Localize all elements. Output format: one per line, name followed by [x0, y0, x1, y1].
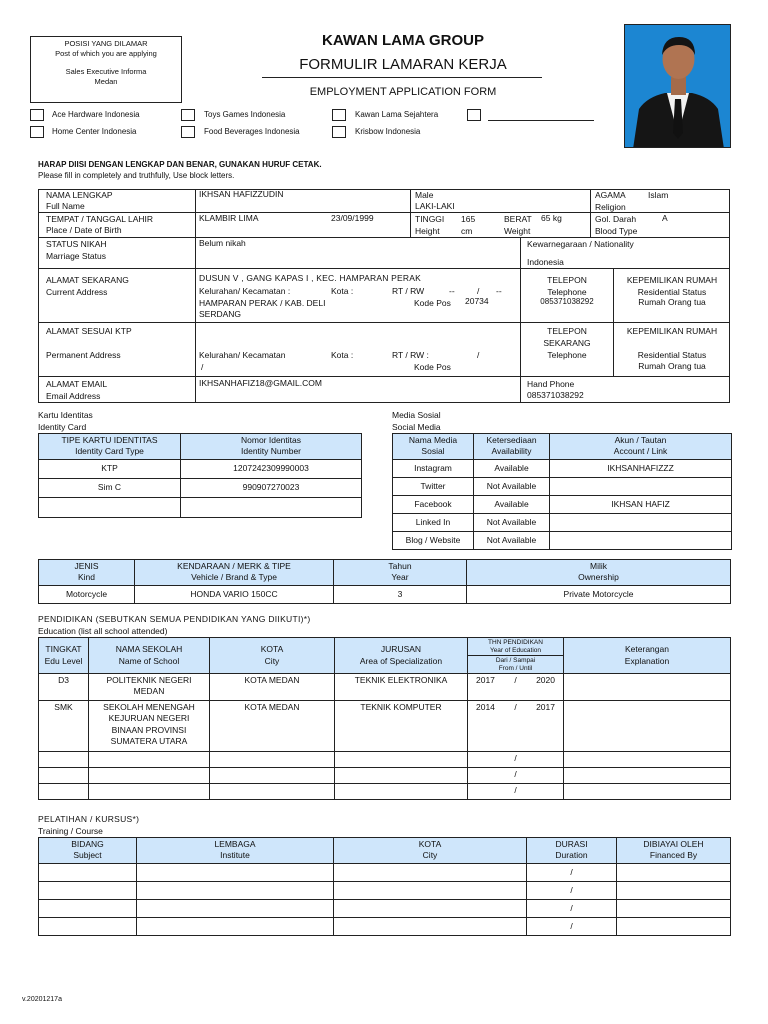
edu-school-header: NAMA SEKOLAH Name of School	[89, 638, 210, 674]
edu-major-cell[interactable]	[335, 752, 468, 768]
training-duration-cell[interactable]: /	[527, 881, 617, 899]
training-duration-cell[interactable]: /	[527, 917, 617, 935]
edu-year-header: THN PENDIDIKAN Year of Education	[468, 638, 564, 656]
vehicle-year-cell[interactable]: 3	[334, 585, 467, 603]
training-title-en: Training / Course	[38, 826, 103, 836]
email-value[interactable]: IKHSANHAFIZ18@GMAIL.COM	[199, 378, 322, 388]
training-institute-header: LEMBAGA Institute	[137, 838, 334, 864]
address-line4[interactable]: SERDANG	[199, 309, 242, 319]
ktp-kel-label: Kelurahan/ Kecamatan	[199, 350, 286, 360]
edu-fromuntil-header: Dari / Sampai From / Until	[468, 656, 564, 674]
social-account-cell[interactable]	[550, 477, 732, 495]
edu-school-cell[interactable]	[89, 752, 210, 768]
vehicle-kind-cell[interactable]: Motorcycle	[39, 585, 135, 603]
edu-city-cell[interactable]: KOTA MEDAN	[210, 701, 335, 752]
handphone-label: Hand Phone	[527, 379, 575, 389]
position-label: POSISI YANG DILAMAR	[64, 39, 148, 48]
social-title: Media Sosial	[392, 410, 441, 420]
training-institute-cell[interactable]	[137, 917, 334, 935]
edu-major-cell[interactable]	[335, 784, 468, 800]
training-subject-cell[interactable]	[39, 881, 137, 899]
social-availability-cell[interactable]: Not Available	[474, 477, 550, 495]
edu-year-from: 2017	[476, 675, 495, 685]
social-title-en: Social Media	[392, 422, 441, 432]
checkbox-food-beverages[interactable]	[181, 126, 195, 138]
ktp-kodepos-label: Kode Pos	[414, 362, 451, 372]
edu-note-cell[interactable]	[564, 674, 731, 701]
height-label: TINGGI	[415, 214, 445, 224]
edu-school-cell[interactable]: POLITEKNIK NEGERI MEDAN	[89, 674, 210, 701]
name-label-en: Full Name	[46, 201, 85, 211]
identity-type-cell[interactable]	[39, 497, 181, 517]
instruction-en: Please fill in completely and truthfully, Use block letters.	[38, 171, 235, 180]
edu-major-cell[interactable]: TEKNIK KOMPUTER	[335, 701, 468, 752]
training-institute-cell[interactable]	[137, 881, 334, 899]
edu-major-cell[interactable]: TEKNIK ELEKTRONIKA	[335, 674, 468, 701]
training-financed-cell[interactable]	[617, 917, 731, 935]
phone-label: TELEPON	[547, 275, 587, 285]
social-name-cell: Linked In	[393, 513, 474, 531]
identity-number-cell[interactable]: 990907270023	[181, 478, 362, 497]
edu-year-cell[interactable]: /	[468, 768, 564, 784]
edu-city-cell[interactable]	[210, 752, 335, 768]
edu-school-cell[interactable]	[89, 768, 210, 784]
email-label: ALAMAT EMAIL	[46, 379, 108, 389]
social-availability-header: Ketersediaan Availability	[474, 434, 550, 460]
training-city-cell[interactable]	[334, 863, 527, 881]
edu-city-cell[interactable]	[210, 784, 335, 800]
weight-label-en: Weight	[504, 226, 531, 236]
birth-label: TEMPAT / TANGGAL LAHIR	[46, 214, 154, 224]
version-label: v.20201217a	[22, 996, 62, 1003]
training-subject-cell[interactable]	[39, 863, 137, 881]
training-subject-header: BIDANG Subject	[39, 838, 137, 864]
edu-level-cell[interactable]: SMK	[39, 701, 89, 752]
social-availability-cell[interactable]: Available	[474, 459, 550, 477]
social-account-cell[interactable]: IKHSAN HAFIZ	[550, 495, 732, 513]
checkbox-ace-hardware[interactable]	[30, 109, 44, 121]
gender-id[interactable]: LAKI-LAKI	[415, 201, 455, 211]
height-value[interactable]: 165	[461, 214, 476, 224]
training-duration-cell[interactable]: /	[527, 863, 617, 881]
form-subtitle: EMPLOYMENT APPLICATION FORM	[309, 86, 497, 98]
ownership-label-en: Residential Status	[637, 287, 707, 297]
social-account-cell[interactable]	[550, 513, 732, 531]
vehicle-brand-header: KENDARAAN / MERK & TIPE Vehicle / Brand & Type	[135, 560, 334, 586]
social-account-header: Akun / Tautan Account / Link	[550, 434, 732, 460]
training-subject-cell[interactable]	[39, 917, 137, 935]
ktp-kota-label: Kota :	[331, 350, 354, 360]
identity-number-cell[interactable]: 1207242309990003	[181, 459, 362, 478]
address-kodepos-value[interactable]: 20734	[465, 296, 489, 306]
training-financed-cell[interactable]	[617, 863, 731, 881]
social-availability-cell[interactable]: Available	[474, 495, 550, 513]
identity-type-cell[interactable]: KTP	[39, 459, 181, 478]
checkbox-toys-games[interactable]	[181, 109, 195, 121]
edu-year-sep: /	[514, 675, 517, 685]
edu-year-to: 2017	[536, 702, 555, 712]
religion-label-en: Religion	[595, 202, 626, 212]
person-photo-icon	[625, 25, 731, 148]
social-availability-cell[interactable]: Not Available	[474, 513, 550, 531]
checkbox-other[interactable]	[467, 109, 481, 121]
identity-type-header: TIPE KARTU IDENTITAS Identity Card Type	[39, 434, 181, 460]
training-financed-cell[interactable]	[617, 881, 731, 899]
training-city-cell[interactable]	[334, 917, 527, 935]
instruction-id: HARAP DIISI DENGAN LENGKAP DAN BENAR, GUNAKAN HURUF CETAK.	[38, 160, 322, 169]
training-subject-cell[interactable]	[39, 899, 137, 917]
form-title: FORMULIR LAMARAN KERJA	[299, 56, 507, 73]
edu-city-header: KOTA City	[210, 638, 335, 674]
edu-level-cell[interactable]	[39, 768, 89, 784]
address-line1[interactable]: DUSUN V , GANG KAPAS I , KEC. HAMPARAN PERAK	[199, 273, 421, 283]
edu-major-cell[interactable]	[335, 768, 468, 784]
social-account-cell[interactable]	[550, 531, 732, 549]
ktp-slash-2: /	[201, 362, 204, 372]
ktp-rtrw-label: RT / RW :	[392, 350, 429, 360]
position-label-en: Post of which you are applying	[55, 49, 157, 59]
company-name: KAWAN LAMA GROUP	[322, 32, 484, 49]
training-city-header: KOTA City	[334, 838, 527, 864]
edu-level-cell[interactable]	[39, 752, 89, 768]
height-unit: cm	[461, 226, 473, 236]
nationality-value[interactable]: Indonesia	[527, 257, 564, 267]
social-name-cell: Instagram	[393, 459, 474, 477]
edu-city-cell[interactable]	[210, 768, 335, 784]
birth-place-value[interactable]: KLAMBIR LIMA	[199, 213, 259, 223]
phone2-label: TELEPON	[547, 326, 587, 336]
edu-note-header: Keterangan Explanation	[564, 638, 731, 674]
social-name-cell: Blog / Website	[393, 531, 474, 549]
edu-year-cell[interactable]: /	[468, 752, 564, 768]
edu-year-cell[interactable]: /	[468, 784, 564, 800]
address-rtrw-label: RT / RW	[392, 286, 425, 296]
identity-number-header: Nomor Identitas Identity Number	[181, 434, 362, 460]
marital-label: STATUS NIKAH	[46, 239, 107, 249]
ktp-address-label: ALAMAT SESUAI KTP	[46, 326, 132, 336]
ktp-rtrw-slash: /	[477, 350, 480, 360]
vehicle-ownership-header: Milik Ownership	[467, 560, 731, 586]
weight-label: BERAT	[504, 214, 532, 224]
address-rtrw-value[interactable]: --	[449, 286, 455, 296]
marital-value[interactable]: Belum nikah	[199, 238, 246, 248]
applicant-photo	[624, 24, 731, 148]
title-underline	[262, 77, 542, 78]
address-kodepos-label: Kode Pos	[414, 298, 451, 308]
training-city-cell[interactable]	[334, 899, 527, 917]
identity-table	[38, 433, 362, 518]
religion-label: AGAMA	[595, 190, 626, 200]
birth-date-value[interactable]: 23/09/1999	[331, 213, 374, 223]
marital-label-en: Marriage Status	[46, 251, 106, 261]
education-table	[38, 637, 731, 800]
handphone-value[interactable]: 085371038292	[527, 390, 584, 400]
position-value[interactable]: Sales Executive Informa	[65, 67, 147, 77]
phone-value[interactable]: 085371038292	[540, 297, 594, 306]
label-home-center: Home Center Indonesia	[52, 127, 137, 136]
training-financed-header: DIBIAYAI OLEH Financed By	[617, 838, 731, 864]
phone2-label-en: Telephone	[547, 350, 587, 360]
identity-number-cell[interactable]	[181, 497, 362, 517]
edu-note-cell[interactable]	[564, 784, 731, 800]
edu-city-cell[interactable]: KOTA MEDAN	[210, 674, 335, 701]
social-name-cell: Twitter	[393, 477, 474, 495]
identity-title-en: Identity Card	[38, 422, 87, 432]
edu-year-cell[interactable]	[468, 701, 564, 752]
name-label: NAMA LENGKAP	[46, 190, 113, 200]
checkbox-home-center[interactable]	[30, 126, 44, 138]
address-label-en: Current Address	[46, 287, 108, 297]
religion-value[interactable]: Islam	[648, 190, 669, 200]
label-toys-games: Toys Games Indonesia	[204, 110, 286, 119]
edu-year-from: 2014	[476, 702, 495, 712]
edu-note-cell[interactable]	[564, 768, 731, 784]
weight-value[interactable]: 65 kg	[541, 213, 562, 223]
other-company-line[interactable]	[488, 120, 594, 121]
blood-value[interactable]: A	[662, 213, 668, 223]
edu-level-cell[interactable]	[39, 784, 89, 800]
blood-label: Gol. Darah	[595, 214, 637, 224]
ownership-label: KEPEMILIKAN RUMAH	[626, 275, 718, 285]
edu-major-header: JURUSAN Area of Specialization	[335, 638, 468, 674]
training-title: PELATIHAN / KURSUS*)	[38, 814, 140, 824]
address-kota-label: Kota :	[331, 286, 354, 296]
identity-type-cell[interactable]: Sim C	[39, 478, 181, 497]
training-city-cell[interactable]	[334, 881, 527, 899]
training-duration-header: DURASI Duration	[527, 838, 617, 864]
address-label: ALAMAT SEKARANG	[46, 275, 129, 285]
address-rtrw-value2[interactable]: --	[496, 286, 502, 296]
training-table	[38, 837, 731, 936]
vehicle-kind-header: JENIS Kind	[39, 560, 135, 586]
education-title-en: Education (list all school attended)	[38, 626, 168, 636]
edu-year-cell[interactable]	[468, 674, 564, 701]
training-institute-cell[interactable]	[137, 863, 334, 881]
training-financed-cell[interactable]	[617, 899, 731, 917]
blood-label-en: Blood Type	[595, 226, 638, 236]
social-name-cell: Facebook	[393, 495, 474, 513]
vehicle-year-header: Tahun Year	[334, 560, 467, 586]
label-ace-hardware: Ace Hardware Indonesia	[52, 110, 140, 119]
checkbox-kawan-lama-sejahtera[interactable]	[332, 109, 346, 121]
edu-school-cell[interactable]: SEKOLAH MENENGAH KEJURUAN NEGERI BINAAN PROVINSI SUMATERA UTARA	[89, 701, 210, 752]
edu-note-cell[interactable]	[564, 701, 731, 752]
training-institute-cell[interactable]	[137, 899, 334, 917]
birth-label-en: Place / Date of Birth	[46, 225, 122, 235]
label-krisbow: Krisbow Indonesia	[355, 127, 421, 136]
nationality-label: Kewarnegaraan / Nationality	[527, 239, 634, 249]
vehicle-table	[38, 559, 731, 604]
edu-year-to: 2020	[536, 675, 555, 685]
address-line3[interactable]: HAMPARAN PERAK / KAB. DELI	[199, 298, 326, 308]
edu-level-cell[interactable]: D3	[39, 674, 89, 701]
social-table	[392, 433, 732, 550]
training-duration-cell[interactable]: /	[527, 899, 617, 917]
gender-en[interactable]: Male	[415, 190, 434, 200]
address-kel-label: Kelurahan/ Kecamatan :	[199, 286, 291, 296]
email-label-en: Email Address	[46, 391, 101, 401]
ktp-address-label-en: Permanent Address	[46, 350, 121, 360]
vehicle-brand-cell[interactable]: HONDA VARIO 150CC	[135, 585, 334, 603]
vehicle-ownership-cell[interactable]: Private Motorcycle	[467, 585, 731, 603]
label-food-beverages: Food Beverages Indonesia	[204, 127, 300, 136]
full-name-value[interactable]: IKHSAN HAFIZZUDIN	[199, 189, 284, 199]
edu-level-header: TINGKAT Edu Level	[39, 638, 89, 674]
address-rtrw-slash: /	[477, 286, 480, 296]
edu-note-cell[interactable]	[564, 752, 731, 768]
education-title: PENDIDIKAN (SEBUTKAN SEMUA PENDIDIKAN YANG DIIKUTI)*)	[38, 614, 311, 624]
ktp-ownership-value[interactable]: Rumah Orang tua	[638, 361, 706, 371]
ownership-value[interactable]: Rumah Orang tua	[638, 297, 706, 307]
position-value-2[interactable]: Medan	[94, 77, 118, 87]
phone2-label-2: SEKARANG	[543, 338, 591, 348]
label-kawan-lama-sejahtera: Kawan Lama Sejahtera	[355, 110, 439, 119]
edu-year-sep: /	[514, 702, 517, 712]
height-label-en: Height	[415, 226, 440, 236]
social-account-cell[interactable]: IKHSANHAFIZZZ	[550, 459, 732, 477]
ktp-ownership-label-en: Residential Status	[637, 350, 707, 360]
social-name-header: Nama Media Sosial	[393, 434, 474, 460]
social-availability-cell[interactable]: Not Available	[474, 531, 550, 549]
identity-title: Kartu Identitas	[38, 410, 93, 420]
phone-label-en: Telephone	[547, 287, 587, 297]
ktp-ownership-label: KEPEMILIKAN RUMAH	[626, 326, 718, 336]
position-box	[30, 36, 182, 103]
checkbox-krisbow[interactable]	[332, 126, 346, 138]
edu-school-cell[interactable]	[89, 784, 210, 800]
